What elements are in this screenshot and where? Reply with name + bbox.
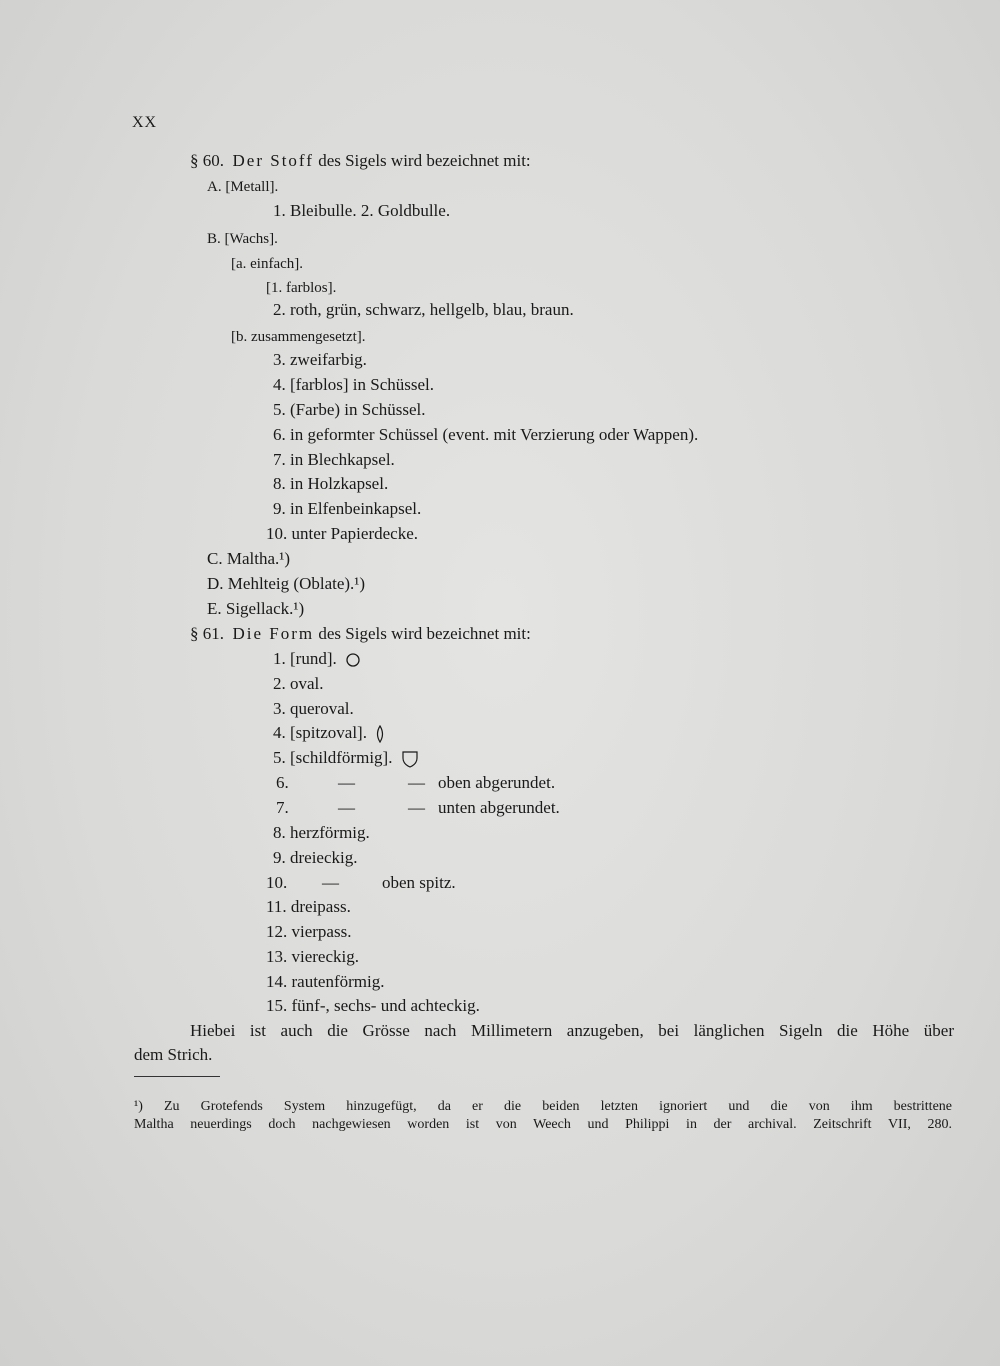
form-item-8: 8. herzförmig.	[273, 823, 370, 842]
closing-paragraph-line-2: dem Strich.	[134, 1045, 213, 1064]
item-E: E. Sigellack.¹)	[207, 599, 305, 618]
section-61-number: § 61.	[190, 624, 224, 643]
section-60-keyword: Der Stoff	[232, 151, 314, 170]
closing-paragraph-line-1: Hiebei ist auch die Grösse nach Millimetern anzugeben, bei länglichen Sigeln die Höhe über	[190, 1021, 954, 1040]
section-60-number: § 60.	[190, 151, 224, 170]
form-item-6-number: 6.	[276, 773, 289, 792]
item-A: A. [Metall].	[207, 179, 279, 195]
form-item-10-dash: —	[322, 873, 339, 892]
circle-shape-icon	[345, 652, 361, 668]
list-item: 5. (Farbe) in Schüssel.	[273, 400, 426, 419]
section-61-heading-rest: des Sigels wird bezeichnet mit:	[318, 624, 531, 643]
footnote-line-2: Maltha neuerdings doch nachgewiesen worden ist von Weech und Philippi in der archival. Zeitschrift VII, 280.	[134, 1117, 952, 1132]
form-item-1-label: 1. [rund].	[273, 649, 337, 668]
list-item: 10. unter Papierdecke.	[266, 524, 418, 543]
section-60-heading	[190, 150, 531, 172]
form-item-6	[276, 772, 556, 794]
list-item: 6. in geformter Schüssel (event. mit Verzierung oder Wappen).	[273, 425, 699, 444]
form-item-10-text: oben spitz.	[382, 873, 456, 892]
form-item-9: 9. dreieckig.	[273, 848, 358, 867]
form-item-4	[273, 722, 385, 744]
item-B-b: [b. zusammengesetzt].	[231, 329, 366, 345]
item-B: B. [Wachs].	[207, 231, 278, 247]
item-A-subitems: 1. Bleibulle. 2. Goldbulle.	[273, 201, 451, 220]
list-item: 3. zweifarbig.	[273, 350, 367, 369]
section-61-heading	[190, 623, 531, 645]
form-item-5	[273, 747, 419, 769]
item-B-a: [a. einfach].	[231, 256, 304, 272]
form-item-3: 3. queroval.	[273, 699, 354, 718]
item-B-a-2: 2. roth, grün, schwarz, hellgelb, blau, braun.	[273, 300, 574, 319]
list-item: 9. in Elfenbeinkapsel.	[273, 499, 422, 518]
list-item: 8. in Holzkapsel.	[273, 474, 389, 493]
item-B-a-1: [1. farblos].	[266, 280, 337, 296]
form-item-7	[276, 797, 560, 819]
form-item-4-label: 4. [spitzoval].	[273, 723, 367, 742]
form-item-7-text: unten abgerundet.	[438, 798, 560, 817]
item-D: D. Mehlteig (Oblate).¹)	[207, 574, 366, 593]
form-item-7-dash: —	[408, 798, 425, 817]
form-item-14: 14. rautenförmig.	[266, 972, 385, 991]
form-item-6-dash: —	[338, 773, 355, 792]
list-item: 4. [farblos] in Schüssel.	[273, 375, 435, 394]
form-item-10-number: 10.	[266, 873, 288, 892]
footnote-line-1: ¹) Zu Grotefends System hinzugefügt, da er die beiden letzten ignoriert und die von ihm bestrittene	[134, 1099, 952, 1114]
pointed-oval-icon	[375, 725, 385, 743]
form-item-6-text: oben abgerundet.	[438, 773, 556, 792]
section-61-keyword: Die Form	[232, 624, 315, 643]
form-item-7-number: 7.	[276, 798, 289, 817]
form-item-1	[273, 648, 361, 670]
list-item: 7. in Blechkapsel.	[273, 450, 395, 469]
form-item-6-dash: —	[408, 773, 425, 792]
shield-shape-icon	[401, 750, 419, 768]
form-item-7-dash: —	[338, 798, 355, 817]
form-item-10	[266, 872, 456, 894]
form-item-5-label: 5. [schildförmig].	[273, 748, 393, 767]
form-item-11: 11. dreipass.	[266, 897, 351, 916]
form-item-13: 13. viereckig.	[266, 947, 359, 966]
item-C: C. Maltha.¹)	[207, 549, 290, 568]
form-item-2: 2. oval.	[273, 674, 324, 693]
form-item-15: 15. fünf-, sechs- und achteckig.	[266, 996, 480, 1015]
section-60-heading-rest: des Sigels wird bezeichnet mit:	[318, 151, 531, 170]
footnote-divider	[134, 1076, 220, 1077]
page-number: XX	[132, 114, 158, 131]
form-item-12: 12. vierpass.	[266, 922, 352, 941]
